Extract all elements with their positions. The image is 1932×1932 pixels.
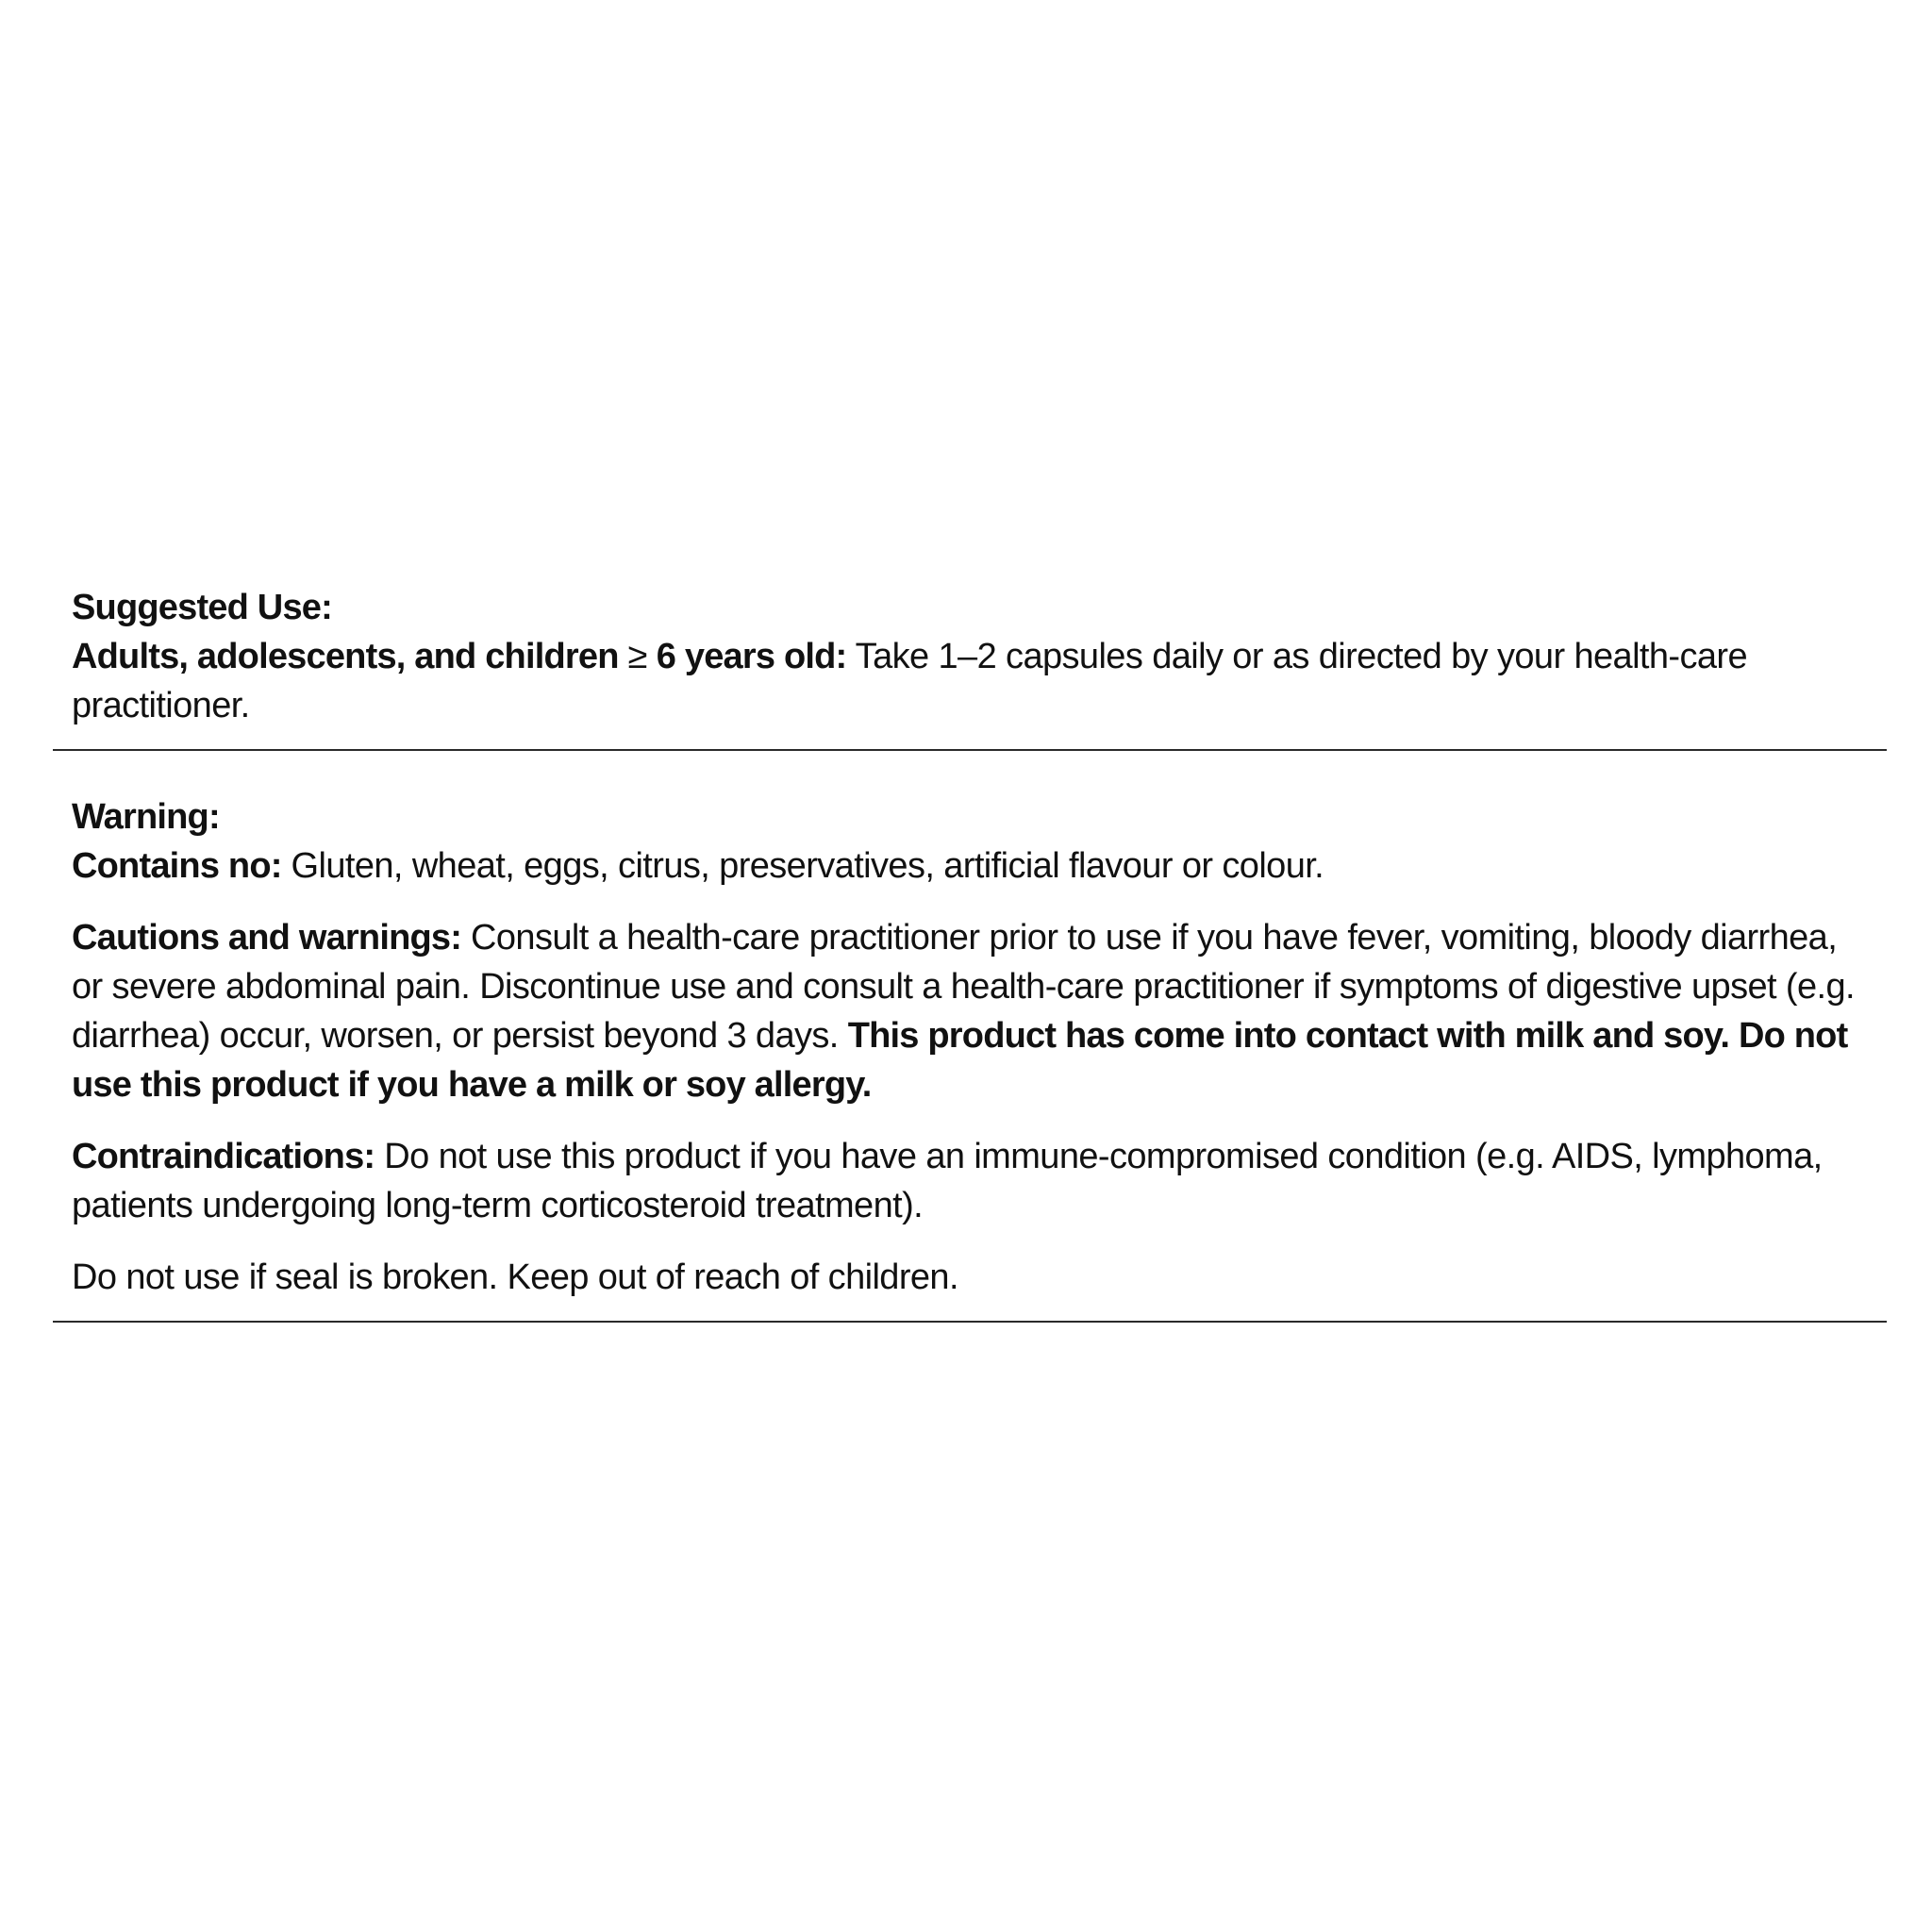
contains-no-paragraph (72, 841, 1868, 891)
allergy-text: This product has come into contact with milk and soy. Do not use this product if you have a milk or soy allergy. (72, 1016, 1848, 1105)
contraindications-label: Contraindications: (72, 1137, 375, 1176)
dosage-symbol: ≥ (618, 637, 657, 676)
dosage-text: Take 1–2 capsules daily or as directed by your health-care practitioner. (72, 637, 1747, 725)
suggested-use-heading: Suggested Use: (72, 588, 332, 627)
contains-no-label: Contains no: (72, 846, 282, 886)
seal-paragraph: Do not use if seal is broken. Keep out of reach of children. (72, 1257, 958, 1297)
dosage-age: 6 years old: (656, 637, 847, 676)
dosage-label: Adults, adolescents, and children (72, 637, 619, 676)
suggested-use-section (53, 583, 1887, 730)
product-label-panel (53, 583, 1887, 1323)
contraindications-paragraph (72, 1132, 1868, 1230)
contains-no-text: Gluten, wheat, eggs, citrus, preservatives, artificial flavour or colour. (281, 846, 1324, 886)
cautions-paragraph (72, 913, 1868, 1109)
warning-heading: Warning: (72, 797, 220, 837)
bottom-divider (53, 1321, 1887, 1323)
cautions-label: Cautions and warnings: (72, 918, 462, 958)
cautions-text: Consult a health-care practitioner prior to use if you have fever, vomiting, bloody diarrhea, or severe abdominal pain. Discontinue use and consult a health-care practitioner if symptoms of digestive upset (e.g. diarrhea) occur, worsen, or persist beyond 3 days. (72, 918, 1855, 1056)
contraindications-text: Do not use this product if you have an immune-compromised condition (e.g. AIDS, lymphoma, patients undergoing long-term corticosteroid treatment). (72, 1137, 1823, 1225)
warning-section (53, 751, 1887, 1302)
dosage-paragraph (72, 632, 1868, 730)
